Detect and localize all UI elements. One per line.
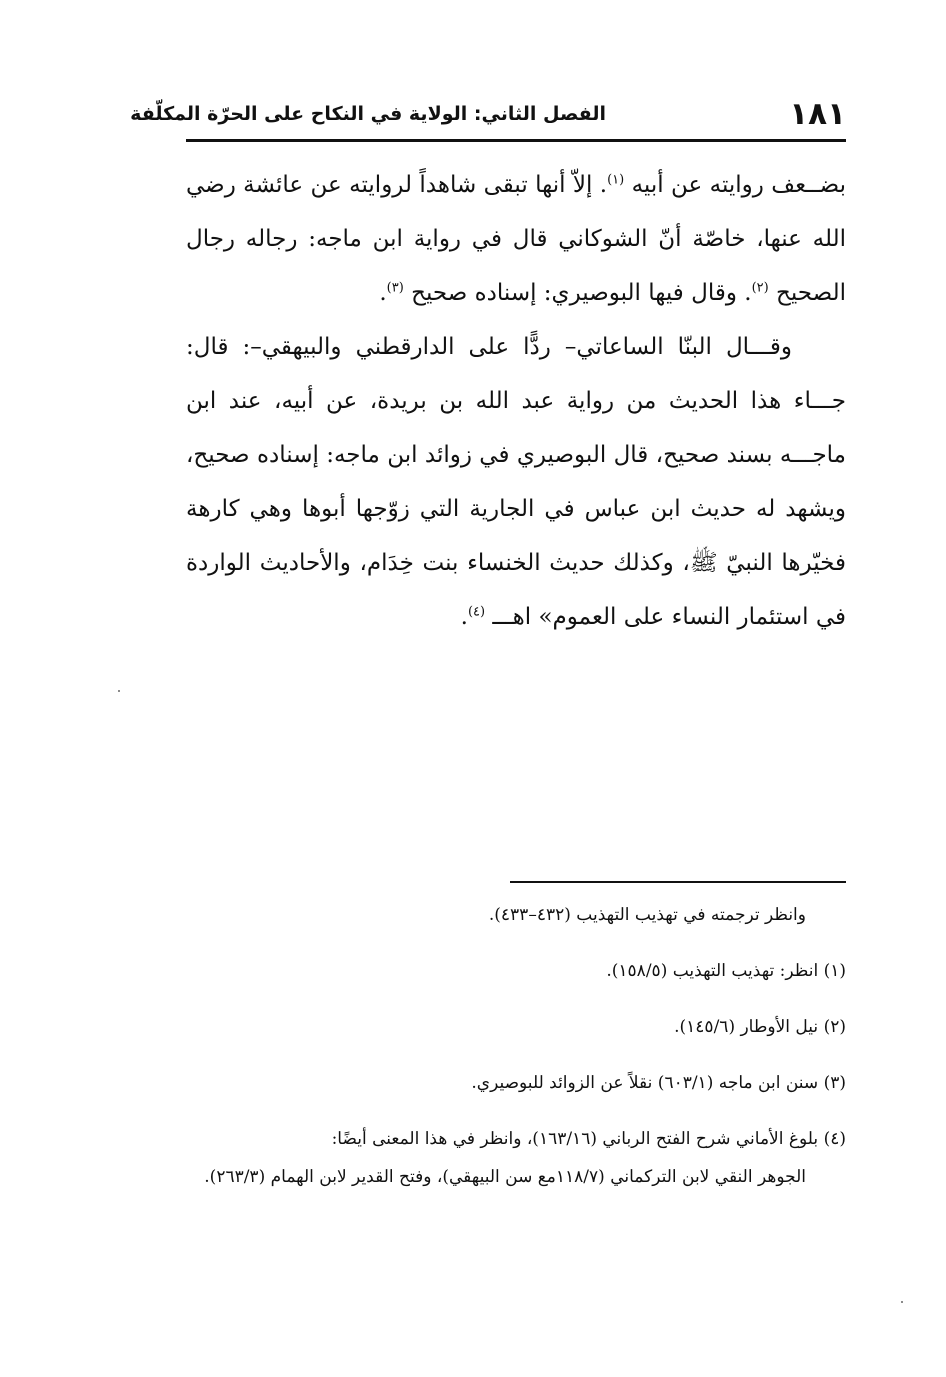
paragraph-1 (186, 158, 846, 320)
paragraph-1-part-1: بضــعف روايته عن أبيه (624, 172, 846, 198)
paragraph-2 (186, 320, 846, 644)
footnote-separator (510, 881, 846, 883)
paragraph-1-part-4: . (379, 280, 387, 306)
footnotes (196, 900, 846, 1218)
footnote-text: انظر: تهذيب التهذيب (١٥٨/٥). (606, 961, 819, 981)
footnote-3 (196, 1068, 846, 1098)
footnote-continuation: وانظر ترجمته في تهذيب التهذيب (٤٣٢–٤٣٣). (488, 905, 806, 925)
paragraph-1-part-3: . وقال فيها البوصيري: إسناده صحيح (403, 280, 752, 306)
scan-speck (901, 1301, 903, 1303)
chapter-title: الفصل الثاني: الولاية في النكاح على الحرّة المكلّفة (130, 103, 606, 125)
footnote-1 (196, 956, 846, 986)
running-header (130, 92, 846, 142)
footnote-ref-2: (٢) (751, 280, 769, 296)
main-text (186, 158, 846, 644)
footnote-2 (196, 1012, 846, 1042)
footnote-ref-1: (١) (607, 172, 625, 188)
paragraph-1-part-2: . إلاّ أنها تبقى شاهداً لروايته عن عائشة رضي الله عنها، خاصّة أنّ الشوكاني قال في رواية ابن ماجه: رجاله رجال الصحيح (186, 172, 846, 306)
footnote-text: سنن ابن ماجه (٦٠٣/١) نقلاً عن الزوائد للبوصيري. (471, 1073, 819, 1093)
footnote-4-continuation: الجوهر النقي لابن التركماني (١١٨/٧مع سن البيهقي)، وفتح القدير لابن الهمام (٢٦٣/٣). (204, 1167, 806, 1187)
paragraph-2-part-2: . (460, 604, 468, 630)
footnote-text: نيل الأوطار (١٤٥/٦). (674, 1017, 819, 1037)
footnote-text: بلوغ الأماني شرح الفتح الرباني (١٦٣/١٦)، وانظر في هذا المعنى أيضًا: (331, 1129, 819, 1149)
footnote-marker: (٢) (823, 1017, 846, 1037)
header-rule (186, 139, 846, 142)
scan-speck (118, 690, 120, 692)
page-number: ١٨١ (789, 96, 846, 132)
footnote-marker: (٣) (823, 1073, 846, 1093)
footnote-marker: (٤) (823, 1129, 846, 1149)
paragraph-2-part-1: وقـــال البنّا الساعاتي– ردًّا على الدارقطني والبيهقي–: قال: جـــاء هذا الحديث من رواية عبد الله بن بريدة، عن أبيه، عند ابن ماجـــه بسند صحيح، قال البوصيري في زوائد ابن ماجه: إسناده صحيح، ويشهد له حديث ابن عباس في الجارية التي زوّجها أبوها وهي كارهة فخيّرها النبيّ ﷺ، وكذلك حديث الخنساء بنت خِدَام، والأحاديث الواردة في استئمار النساء على العموم» اهـــ (186, 334, 846, 630)
footnote-marker: (١) (823, 961, 846, 981)
footnote-ref-4: (٤) (467, 604, 486, 620)
footnote-ref-3: (٣) (386, 280, 404, 296)
footnote-4 (196, 1124, 846, 1192)
